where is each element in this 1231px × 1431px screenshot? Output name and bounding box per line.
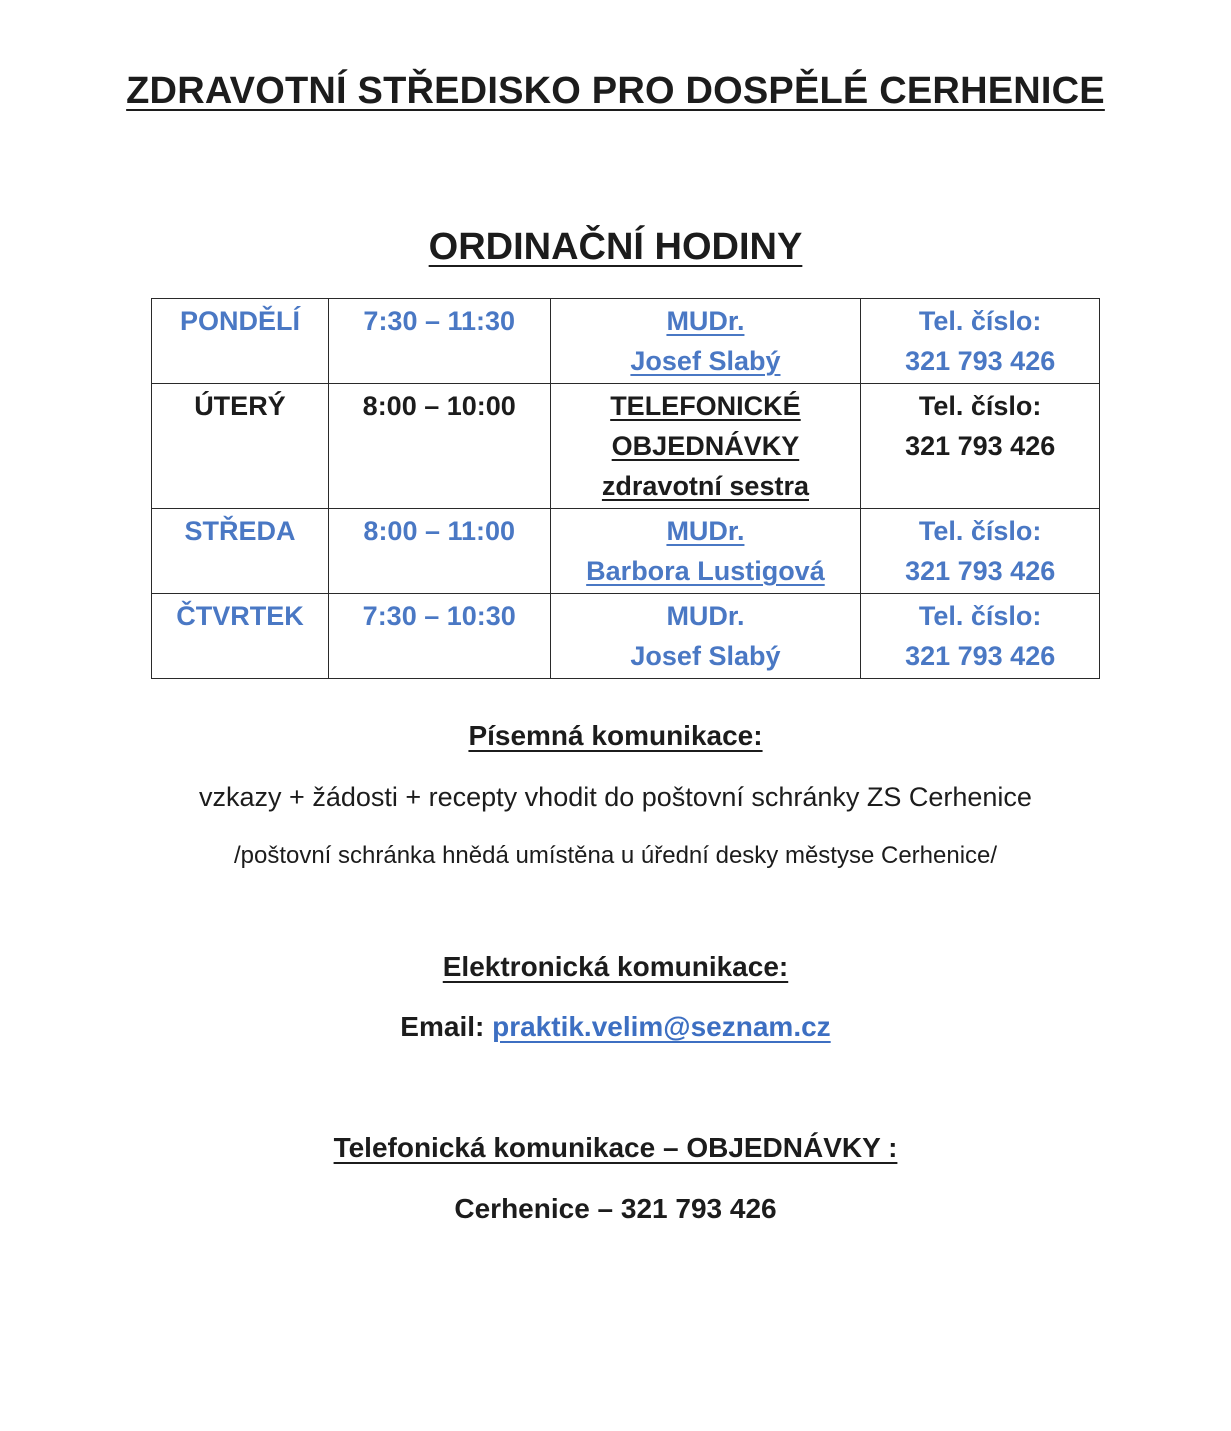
table-row [152,384,1100,509]
doctor-name: Josef Slabý [630,641,781,671]
doctor-name: Barbora Lustigová [586,556,825,586]
day-cell: PONDĚLÍ [152,299,329,384]
doctor-cell [550,509,861,594]
email-label: Email: [400,1011,485,1042]
phone-label: Tel. číslo: [918,601,1042,631]
doctor-cell [550,594,861,679]
doctor-title: MUDr. [666,516,745,546]
written-heading-text: Písemná komunikace: [468,720,763,751]
doctor-cell [550,299,861,384]
page-title [0,70,1231,113]
email-link[interactable]: praktik.velim@seznam.cz [492,1011,831,1042]
phone-cell [861,384,1100,509]
phone-cell [861,299,1100,384]
time-cell: 7:30 – 10:30 [328,594,550,679]
page-title-text: ZDRAVOTNÍ STŘEDISKO PRO DOSPĚLÉ CERHENICE [126,70,1105,112]
phone-number: 321 793 426 [905,431,1056,461]
day-cell: ČTVRTEK [152,594,329,679]
phone-heading-text: Telefonická komunikace – OBJEDNÁVKY : [333,1132,898,1163]
section-title-text: ORDINAČNÍ HODINY [428,226,803,268]
nurse-label: zdravotní sestra [601,471,809,501]
day-cell: STŘEDA [152,509,329,594]
phone-orders-label-2: OBJEDNÁVKY [611,431,800,461]
written-line-2: /poštovní schránka hnědá umístěna u úřední desky městyse Cerhenice/ [233,842,998,869]
electronic-heading-text: Elektronická komunikace: [442,951,789,982]
office-hours-table [151,298,1100,679]
phone-orders-label: TELEFONICKÉ [610,391,801,421]
day-cell: ÚTERÝ [152,384,329,509]
table-row [152,299,1100,384]
section-title [0,226,1231,269]
doctor-title: MUDr. [666,306,745,336]
phone-number: 321 793 426 [905,346,1056,376]
phone-label: Tel. číslo: [918,516,1042,546]
phone-number: 321 793 426 [905,641,1056,671]
phone-label: Tel. číslo: [918,306,1042,336]
time-cell: 7:30 – 11:30 [328,299,550,384]
doctor-title: MUDr. [666,601,745,631]
time-cell: 8:00 – 10:00 [328,384,550,509]
phone-label: Tel. číslo: [918,391,1042,421]
doctor-cell [550,384,861,509]
phone-number: 321 793 426 [905,556,1056,586]
doctor-name: Josef Slabý [630,346,781,376]
table-row [152,594,1100,679]
electronic-heading [0,951,1231,983]
email-line [0,1011,1231,1043]
phone-line: Cerhenice – 321 793 426 [454,1193,777,1224]
time-cell: 8:00 – 11:00 [328,509,550,594]
phone-cell [861,594,1100,679]
written-heading [0,720,1231,752]
phone-cell [861,509,1100,594]
written-line-1: vzkazy + žádosti + recepty vhodit do poštovní schránky ZS Cerhenice [199,782,1032,812]
phone-heading [0,1132,1231,1164]
table-row [152,509,1100,594]
